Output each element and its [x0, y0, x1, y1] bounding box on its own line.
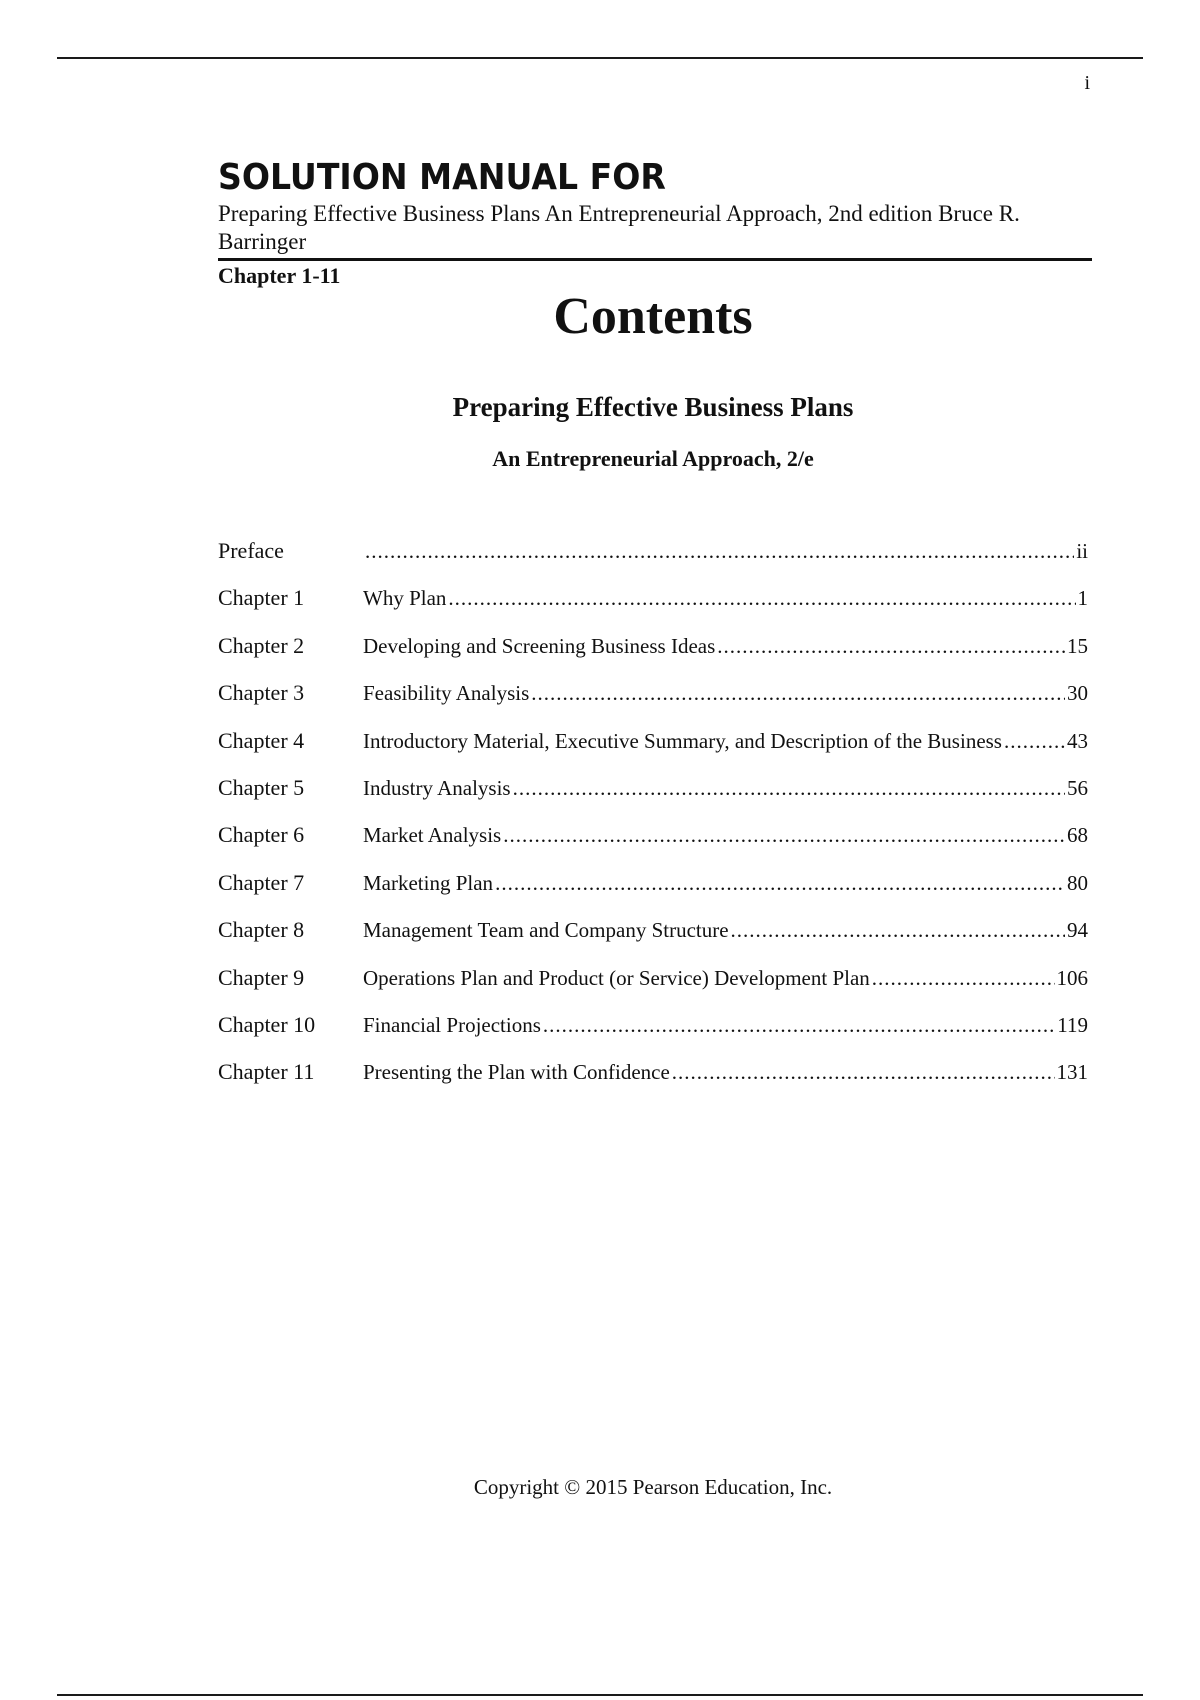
toc-title: Industry Analysis	[363, 775, 511, 800]
toc-label: Preface	[218, 538, 284, 563]
toc-row-chapter-1[interactable]	[218, 585, 1088, 632]
toc-row-chapter-11[interactable]	[218, 1059, 1088, 1106]
toc-page: 119	[1057, 1012, 1088, 1037]
toc-label: Chapter 6	[218, 822, 305, 848]
toc-title: Developing and Screening Business Ideas	[363, 633, 716, 658]
toc-page: 43	[1067, 728, 1088, 753]
toc-row-chapter-7[interactable]	[218, 870, 1088, 917]
toc-label: Chapter 11	[218, 1059, 315, 1085]
table-of-contents	[218, 538, 1088, 1107]
toc-row-chapter-10[interactable]	[218, 1012, 1088, 1059]
toc-page: 68	[1067, 823, 1088, 848]
toc-page: 1	[1077, 586, 1088, 611]
toc-label: Chapter 8	[218, 917, 305, 943]
toc-leader-dots	[448, 586, 1075, 611]
toc-page: 80	[1067, 870, 1088, 895]
toc-leader-dots	[731, 918, 1065, 943]
toc-leader-dots	[543, 1013, 1055, 1038]
toc-label: Chapter 2	[218, 632, 305, 658]
toc-page: 94	[1067, 918, 1088, 943]
toc-title: Operations Plan and Product (or Service) Development Plan	[363, 965, 870, 990]
toc-row-chapter-9[interactable]	[218, 965, 1088, 1012]
toc-title: Introductory Material, Executive Summary, and Description of the Business	[363, 728, 1002, 753]
toc-leader-dots	[531, 681, 1065, 706]
top-rule	[57, 57, 1143, 59]
book-full-title: Preparing Effective Business Plans An Entrepreneurial Approach, 2nd edition Bruce R. Barringer	[218, 201, 1020, 254]
toc-leader-dots	[503, 823, 1065, 848]
toc-leader-dots	[672, 1060, 1055, 1085]
toc-page: 131	[1056, 1060, 1088, 1085]
toc-leader-dots	[717, 634, 1065, 659]
toc-title: Financial Projections	[363, 1012, 541, 1037]
book-title: Preparing Effective Business Plans	[452, 392, 854, 422]
toc-label: Chapter 5	[218, 774, 305, 800]
toc-title: Management Team and Company Structure	[363, 918, 729, 943]
toc-title: Marketing Plan	[363, 870, 494, 895]
toc-row-chapter-8[interactable]	[218, 917, 1088, 964]
toc-title: Why Plan	[363, 586, 447, 611]
toc-row-preface[interactable]	[218, 538, 1088, 585]
toc-page: 15	[1067, 633, 1088, 658]
manual-title: SOLUTION MANUAL FOR	[218, 157, 666, 198]
toc-label: Chapter 7	[218, 869, 305, 895]
toc-leader-dots	[1004, 729, 1065, 754]
copyright-notice: Copyright © 2015 Pearson Education, Inc.	[473, 1475, 833, 1499]
toc-row-chapter-6[interactable]	[218, 822, 1088, 869]
toc-label: Chapter 4	[218, 727, 305, 753]
toc-label: Chapter 1	[218, 585, 305, 611]
document-header	[218, 158, 1092, 290]
toc-leader-dots	[872, 966, 1055, 991]
toc-row-chapter-2[interactable]	[218, 633, 1088, 680]
toc-page: 106	[1056, 965, 1088, 990]
toc-leader-dots	[513, 776, 1065, 801]
toc-label: Chapter 9	[218, 964, 305, 990]
toc-leader-dots	[495, 871, 1065, 896]
toc-title: Presenting the Plan with Confidence	[363, 1060, 670, 1085]
bottom-rule	[57, 1694, 1143, 1696]
toc-label: Chapter 10	[218, 1011, 316, 1037]
toc-row-chapter-5[interactable]	[218, 775, 1088, 822]
page-number: i	[1084, 72, 1090, 94]
chapter-range: Chapter 1-11	[218, 263, 341, 288]
toc-title: Market Analysis	[363, 823, 502, 848]
toc-title: Feasibility Analysis	[363, 681, 530, 706]
contents-heading: Contents	[553, 288, 753, 345]
toc-leader-dots	[365, 539, 1074, 564]
toc-page: 56	[1067, 775, 1088, 800]
toc-page: 30	[1067, 681, 1088, 706]
toc-row-chapter-3[interactable]	[218, 680, 1088, 727]
header-rule	[218, 258, 1092, 261]
toc-page: ii	[1076, 539, 1088, 563]
toc-label: Chapter 3	[218, 680, 305, 706]
book-subtitle: An Entrepreneurial Approach, 2/e	[492, 446, 814, 471]
toc-row-chapter-4[interactable]	[218, 728, 1088, 775]
